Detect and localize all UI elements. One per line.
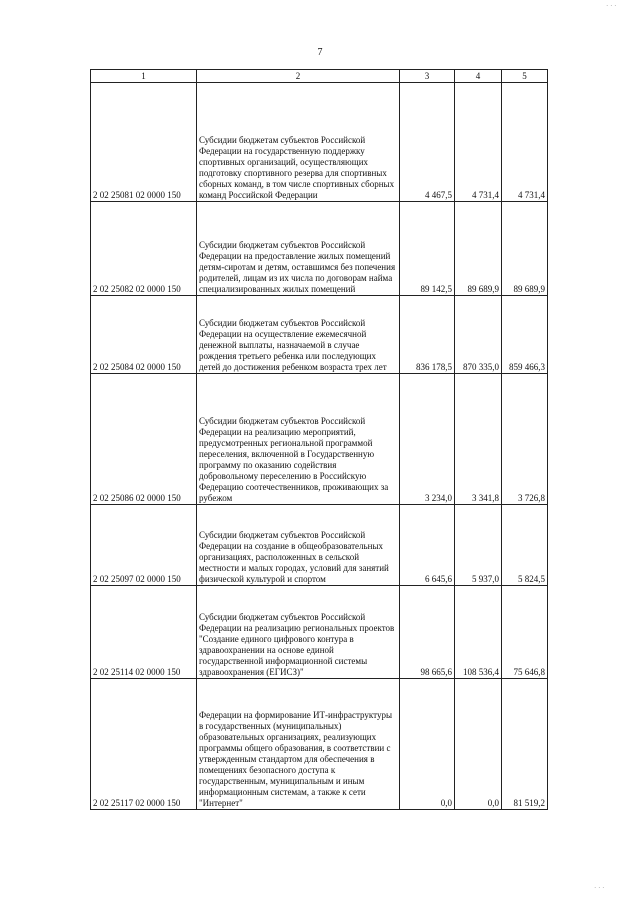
header-col-3: 3: [400, 70, 455, 83]
row-value-3: 836 178,5: [400, 296, 455, 374]
row-value-3: 89 142,5: [400, 202, 455, 296]
row-name: Федерации на формирование ИТ-инфраструктуры в государственных (муниципальных) образовательных организациях, реализующих программы общего образования, в соответствии с утвержденным стандартом для обеспечения в помещениях безопасного доступа к государственным, муниципальным и иным информационным системам, а также к сети "Интернет": [197, 679, 400, 810]
row-value-5: 3 726,8: [502, 374, 548, 505]
table-row: [91, 679, 548, 810]
scan-mark-top-right: · · ·: [606, 2, 617, 10]
row-value-5: 4 731,4: [502, 83, 548, 202]
row-value-5: 75 646,8: [502, 586, 548, 679]
row-value-4: 89 689,9: [455, 202, 502, 296]
header-col-5: 5: [502, 70, 548, 83]
row-value-4: 870 335,0: [455, 296, 502, 374]
row-value-5: 859 466,3: [502, 296, 548, 374]
row-value-3: 98 665,6: [400, 586, 455, 679]
header-col-2: 2: [197, 70, 400, 83]
row-name: Субсидии бюджетам субъектов Российской Федерации на реализацию мероприятий, предусмотренных региональной программой переселения, включенной в Государственную программу по оказанию содействия добровольному переселению в Российскую Федерацию соотечественников, проживающих за рубежом: [197, 374, 400, 505]
row-value-4: 0,0: [455, 679, 502, 810]
row-value-5: 89 689,9: [502, 202, 548, 296]
table-row: [91, 374, 548, 505]
row-value-4: 3 341,8: [455, 374, 502, 505]
row-value-3: 3 234,0: [400, 374, 455, 505]
table-row: [91, 83, 548, 202]
row-name: Субсидии бюджетам субъектов Российской Федерации на создание в общеобразовательных организациях, расположенных в сельской местности и малых городах, условий для занятий физической культурой и спортом: [197, 505, 400, 586]
table-row: [91, 202, 548, 296]
table-row: [91, 505, 548, 586]
row-code: 2 02 25114 02 0000 150: [91, 586, 197, 679]
row-code: 2 02 25097 02 0000 150: [91, 505, 197, 586]
row-name: Субсидии бюджетам субъектов Российской Федерации на предоставление жилых помещений детям-сиротам и детям, оставшимся без попечения родителей, лицам из их числа по договорам найма специализированных жилых помещений: [197, 202, 400, 296]
row-code: 2 02 25081 02 0000 150: [91, 83, 197, 202]
row-value-3: 6 645,6: [400, 505, 455, 586]
row-value-3: 4 467,5: [400, 83, 455, 202]
row-name: Субсидии бюджетам субъектов Российской Федерации на реализацию региональных проектов "Создание единого цифрового контура в здравоохранении на основе единой государственной информационной системы здравоохранения (ЕГИСЗ)": [197, 586, 400, 679]
row-value-5: 81 519,2: [502, 679, 548, 810]
scan-mark-bottom-right: · · ·: [594, 884, 605, 892]
row-value-5: 5 824,5: [502, 505, 548, 586]
page-number: 7: [317, 47, 323, 58]
row-code: 2 02 25082 02 0000 150: [91, 202, 197, 296]
table-row: [91, 586, 548, 679]
table-row: [91, 296, 548, 374]
row-value-4: 108 536,4: [455, 586, 502, 679]
row-value-4: 5 937,0: [455, 505, 502, 586]
row-value-3: 0,0: [400, 679, 455, 810]
table-header-row: [91, 70, 548, 83]
header-col-1: 1: [91, 70, 197, 83]
header-col-4: 4: [455, 70, 502, 83]
row-value-4: 4 731,4: [455, 83, 502, 202]
row-name: Субсидии бюджетам субъектов Российской Федерации на государственную поддержку спортивных организаций, осуществляющих подготовку спортивного резерва для спортивных сборных команд, в том числе спортивных сборных команд Российской Федерации: [197, 83, 400, 202]
row-name: Субсидии бюджетам субъектов Российской Федерации на осуществление ежемесячной денежной выплаты, назначаемой в случае рождения третьего ребенка или последующих детей до достижения ребенком возраста трех лет: [197, 296, 400, 374]
row-code: 2 02 25086 02 0000 150: [91, 374, 197, 505]
budget-table: [90, 69, 548, 810]
row-code: 2 02 25084 02 0000 150: [91, 296, 197, 374]
row-code: 2 02 25117 02 0000 150: [91, 679, 197, 810]
